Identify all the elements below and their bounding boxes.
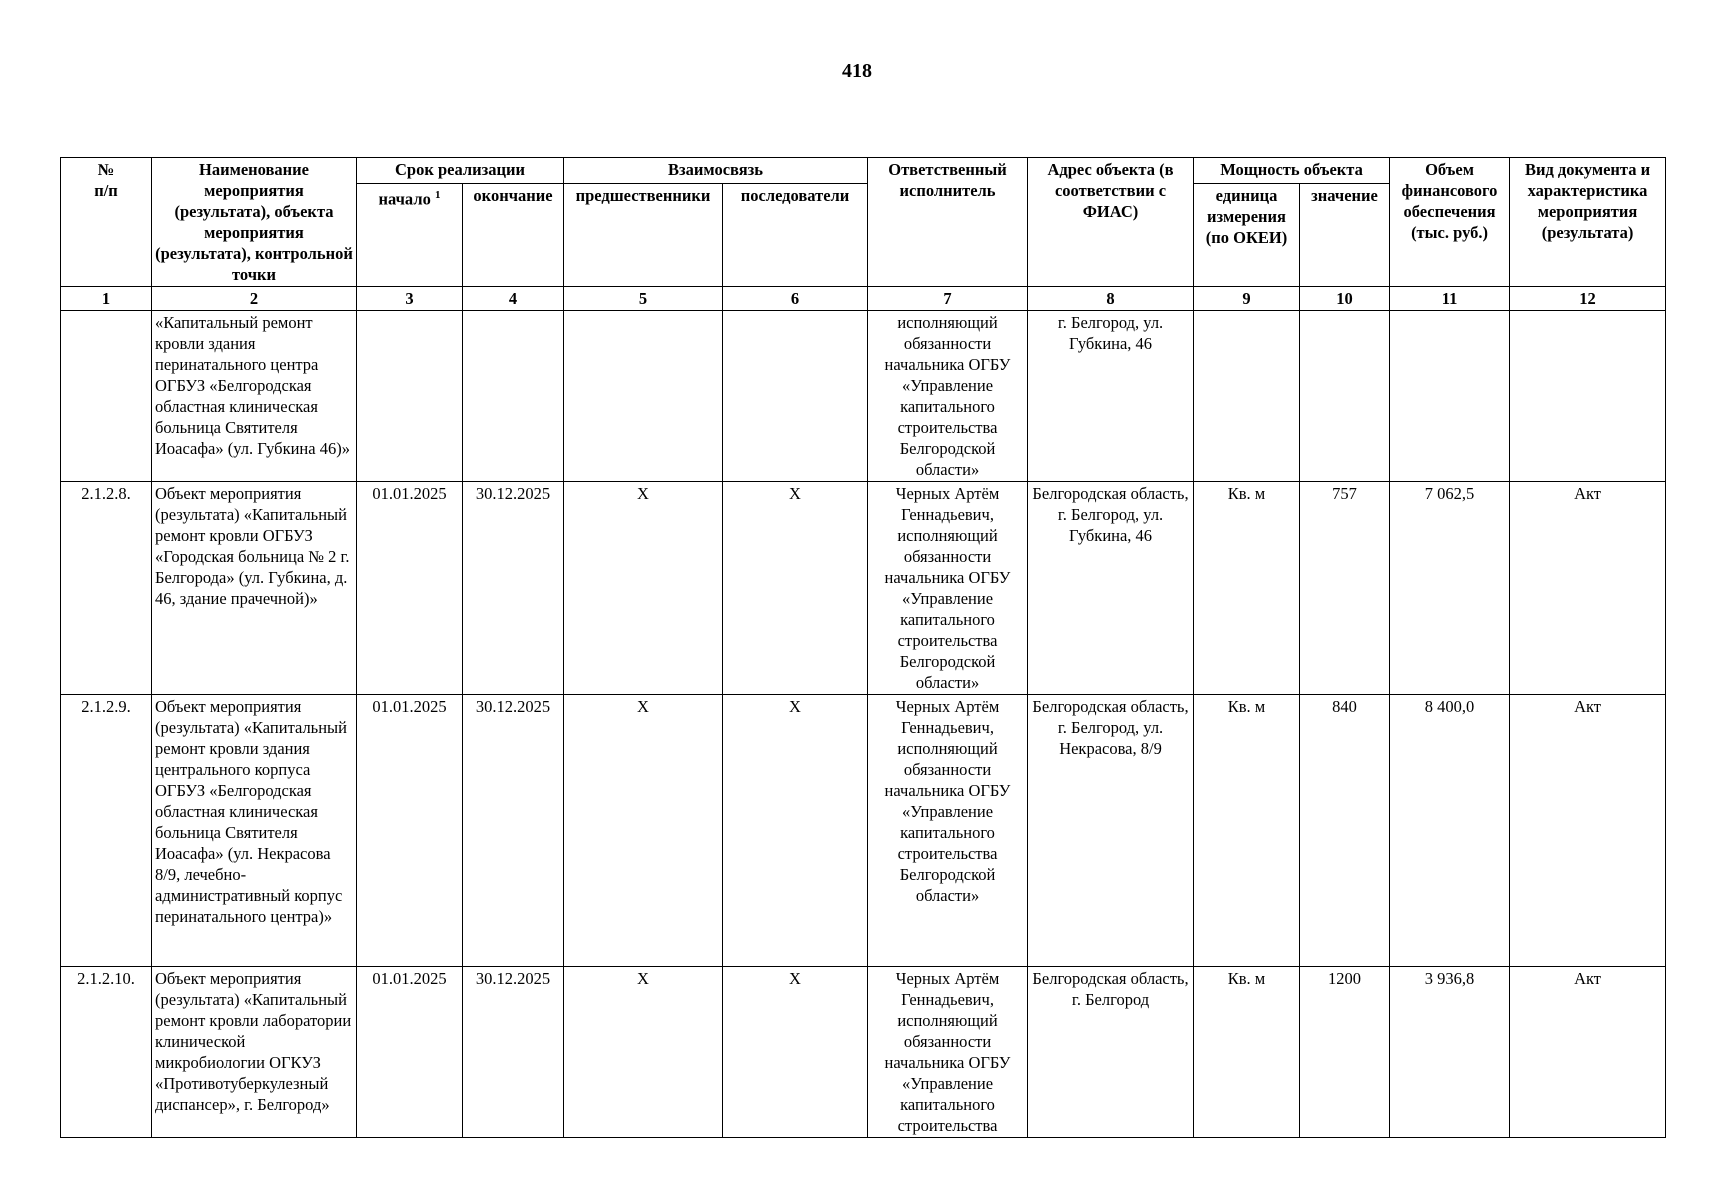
column-number: 12 (1510, 287, 1666, 311)
header-unit: единица измерения (по ОКЕИ) (1194, 184, 1300, 287)
cell-successors: X (723, 967, 868, 1138)
cell-start: 01.01.2025 (357, 967, 463, 1138)
cell-responsible: Черных Артём Геннадьевич, исполняющий обязанности начальника ОГБУ «Управление капитального строительства (868, 967, 1028, 1138)
cell-responsible: Черных Артём Геннадьевич, исполняющий обязанности начальника ОГБУ «Управление капитального строительства Белгородской области» (868, 482, 1028, 695)
cell-address: Белгородская область, г. Белгород (1028, 967, 1194, 1138)
cell-unit (1194, 311, 1300, 482)
header-start (357, 184, 463, 287)
cell-num (61, 311, 152, 482)
page-number: 418 (842, 60, 872, 82)
cell-end: 30.12.2025 (463, 482, 564, 695)
cell-num: 2.1.2.9. (61, 695, 152, 967)
column-number: 2 (152, 287, 357, 311)
header-name: Наименование мероприятия (результата), объекта мероприятия (результата), контрольной точки (152, 158, 357, 287)
cell-unit: Кв. м (1194, 695, 1300, 967)
cell-value: 840 (1300, 695, 1390, 967)
cell-name: Объект мероприятия (результата) «Капитальный ремонт кровли здания центрального корпуса ОГБУЗ «Белгородская областная клиническая больница Святителя Иоасафа» (ул. Некрасова 8/9, лечебно-административный корпус перинатального центра)» (152, 695, 357, 967)
table-row (61, 967, 1666, 1138)
header-responsible: Ответственный исполнитель (868, 158, 1028, 287)
table-row (61, 311, 1666, 482)
header-doc-type: Вид документа и характеристика мероприятия (результата) (1510, 158, 1666, 287)
cell-start: 01.01.2025 (357, 482, 463, 695)
cell-responsible: Черных Артём Геннадьевич, исполняющий обязанности начальника ОГБУ «Управление капитального строительства Белгородской области» (868, 695, 1028, 967)
cell-address: Белгородская область, г. Белгород, ул. Некрасова, 8/9 (1028, 695, 1194, 967)
column-number: 7 (868, 287, 1028, 311)
header-address: Адрес объекта (в соответствии с ФИАС) (1028, 158, 1194, 287)
column-number: 4 (463, 287, 564, 311)
column-number: 9 (1194, 287, 1300, 311)
header-end: окончание (463, 184, 564, 287)
cell-unit: Кв. м (1194, 482, 1300, 695)
column-number: 5 (564, 287, 723, 311)
column-number: 11 (1390, 287, 1510, 311)
cell-predecessors: X (564, 967, 723, 1138)
header-finance: Объем финансового обеспечения (тыс. руб.) (1390, 158, 1510, 287)
cell-successors: X (723, 482, 868, 695)
cell-predecessors: X (564, 695, 723, 967)
cell-finance: 8 400,0 (1390, 695, 1510, 967)
cell-num: 2.1.2.10. (61, 967, 152, 1138)
cell-start: 01.01.2025 (357, 695, 463, 967)
cell-doc: Акт (1510, 967, 1666, 1138)
cell-doc (1510, 311, 1666, 482)
table-row (61, 482, 1666, 695)
cell-predecessors (564, 311, 723, 482)
cell-finance: 7 062,5 (1390, 482, 1510, 695)
header-term: Срок реализации (357, 158, 564, 184)
cell-successors (723, 311, 868, 482)
cell-end: 30.12.2025 (463, 967, 564, 1138)
table-row (61, 695, 1666, 967)
column-number: 1 (61, 287, 152, 311)
cell-responsible: исполняющий обязанности начальника ОГБУ «Управление капитального строительства Белгородской области» (868, 311, 1028, 482)
header-row-1 (61, 158, 1666, 184)
cell-doc: Акт (1510, 482, 1666, 695)
cell-finance (1390, 311, 1510, 482)
cell-value (1300, 311, 1390, 482)
cell-start (357, 311, 463, 482)
cell-name: Объект мероприятия (результата) «Капитальный ремонт кровли ОГБУЗ «Городская больница № 2 г. Белгорода» (ул. Губкина, д. 46, здание прачечной)» (152, 482, 357, 695)
cell-address: г. Белгород, ул. Губкина, 46 (1028, 311, 1194, 482)
column-number: 3 (357, 287, 463, 311)
column-number: 10 (1300, 287, 1390, 311)
header-relation: Взаимосвязь (564, 158, 868, 184)
cell-end: 30.12.2025 (463, 695, 564, 967)
cell-name: «Капитальный ремонт кровли здания перинатального центра ОГБУЗ «Белгородская областная клиническая больница Святителя Иоасафа» (ул. Губкина 46)» (152, 311, 357, 482)
cell-value: 757 (1300, 482, 1390, 695)
cell-name: Объект мероприятия (результата) «Капитальный ремонт кровли лаборатории клинической микробиологии ОГКУЗ «Противотуберкулезный диспансер», г. Белгород» (152, 967, 357, 1138)
header-capacity: Мощность объекта (1194, 158, 1390, 184)
cell-successors: X (723, 695, 868, 967)
cell-num: 2.1.2.8. (61, 482, 152, 695)
header-value: значение (1300, 184, 1390, 287)
cell-address: Белгородская область, г. Белгород, ул. Губкина, 46 (1028, 482, 1194, 695)
cell-unit: Кв. м (1194, 967, 1300, 1138)
cell-end (463, 311, 564, 482)
cell-doc: Акт (1510, 695, 1666, 967)
cell-value: 1200 (1300, 967, 1390, 1138)
header-start-text: начало (378, 189, 431, 209)
column-number-row (61, 287, 1666, 311)
plan-table (60, 157, 1666, 1138)
column-number: 8 (1028, 287, 1194, 311)
header-start-footnote: 1 (434, 189, 441, 202)
header-predecessors: предшественники (564, 184, 723, 287)
cell-finance: 3 936,8 (1390, 967, 1510, 1138)
cell-predecessors: X (564, 482, 723, 695)
header-successors: последователи (723, 184, 868, 287)
header-num: № п/п (61, 158, 152, 287)
column-number: 6 (723, 287, 868, 311)
